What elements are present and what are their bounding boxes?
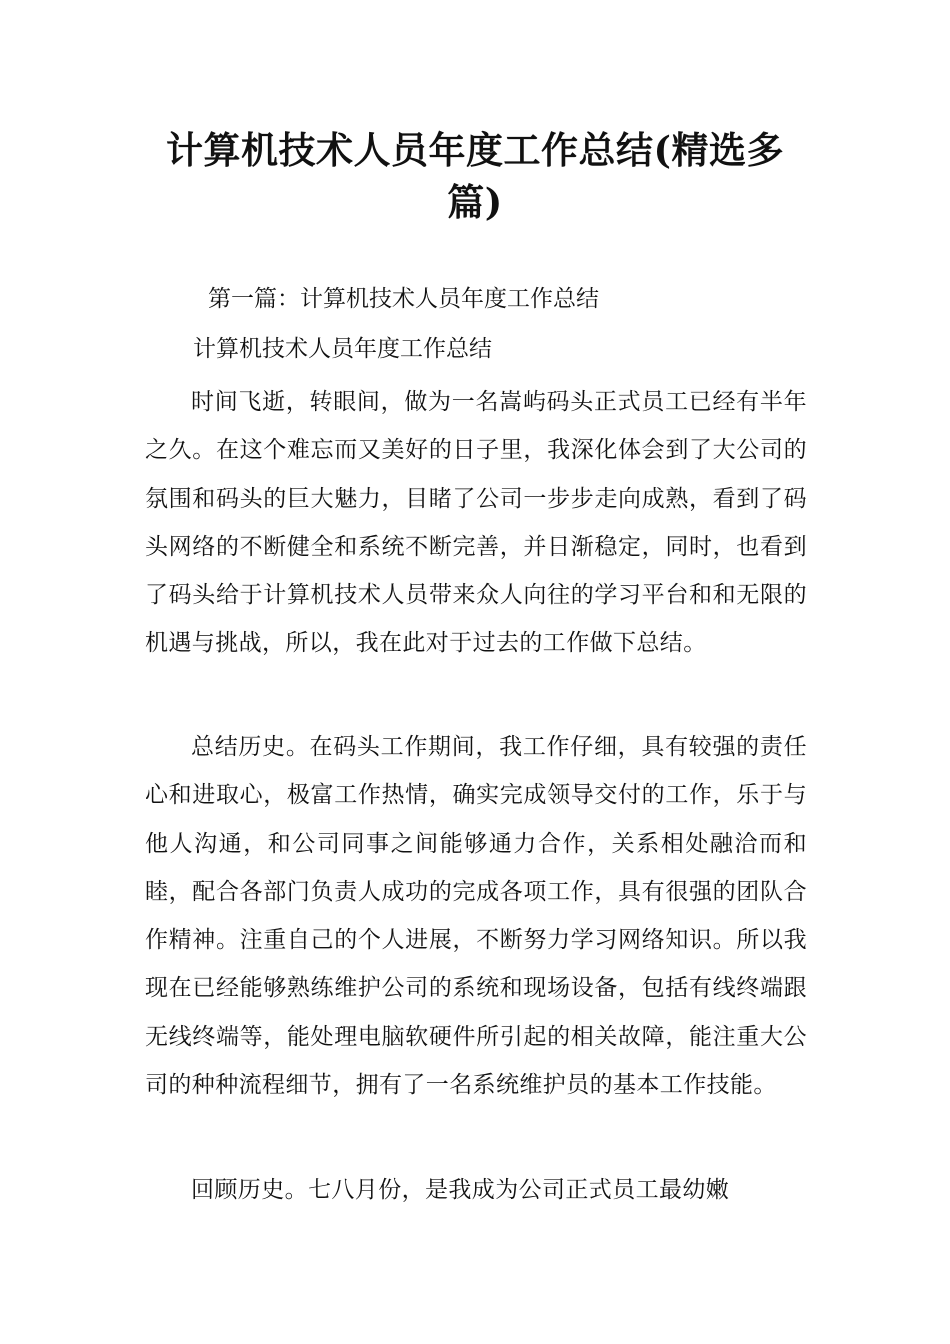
paragraph-2: 总结历史。在码头工作期间，我工作仔细，具有较强的责任心和进取心，极富工作热情，确实完成领导交付的工作，乐于与他人沟通，和公司同事之间能够通力合作，关系相处融洽而和睦，配合各部门负责人成功的完成各项工作，具有很强的团队合作精神。注重自己的个人进展，不断努力学习网络知识。所以我现在已经能够熟练维护公司的系统和现场设备，包括有线终端跟无线终端等，能处理电脑软硬件所引起的相关故障，能注重大公司的种种流程细节，拥有了一名系统维护员的基本工作技能。	[145, 734, 807, 1099]
sub-heading: 计算机技术人员年度工作总结	[193, 336, 492, 362]
paragraph-3: 回顾历史。七八月份，是我成为公司正式员工最幼嫩	[191, 1177, 730, 1203]
paragraph-1: 时间飞逝，转眼间，做为一名嵩屿码头正式员工已经有半年之久。在这个难忘而又美好的日子里，我深化体会到了大公司的氛围和码头的巨大魅力，目睹了公司一步步走向成熟，看到了码头网络的不断健全和系统不断完善，并日渐稳定，同时，也看到了码头给于计算机技术人员带来众人向往的学习平台和和无限的机遇与挑战，所以，我在此对于过去的工作做下总结。	[145, 389, 807, 657]
section-heading: 第一篇：计算机技术人员年度工作总结	[208, 286, 599, 312]
document-title: 计算机技术人员年度工作总结(精选多篇)	[165, 128, 784, 224]
